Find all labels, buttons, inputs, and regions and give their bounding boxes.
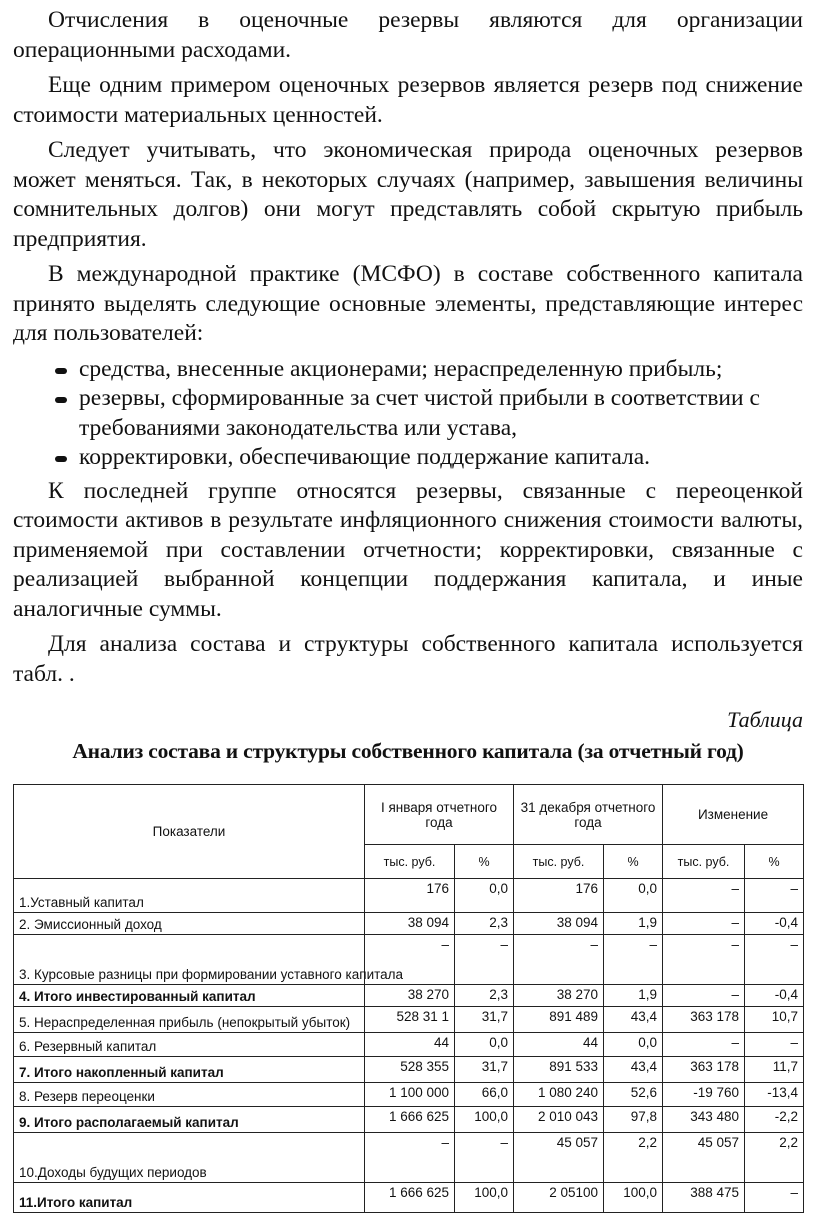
row-value: 38 094 xyxy=(514,913,604,935)
row-value: – xyxy=(365,935,455,985)
row-value: 43,4 xyxy=(604,1007,663,1033)
table-row xyxy=(14,935,804,985)
bullet-icon xyxy=(55,368,67,374)
row-value: 100,0 xyxy=(455,1107,514,1133)
row-value: 100,0 xyxy=(455,1183,514,1213)
row-label: 1.Уставный капитал xyxy=(14,879,365,913)
table-caption: Таблица xyxy=(727,707,803,732)
bullet-icon xyxy=(55,397,67,403)
row-value: 45 057 xyxy=(663,1133,745,1183)
row-value: 100,0 xyxy=(604,1183,663,1213)
row-value: – xyxy=(745,935,804,985)
row-value: 97,8 xyxy=(604,1107,663,1133)
row-value: -2,2 xyxy=(745,1107,804,1133)
bullet-text: резервы, сформированные за счет чистой прибыли в соответствии с требованиями законодательства или устава, xyxy=(79,385,760,441)
header-unit: тыс. руб. xyxy=(365,845,455,879)
table-row xyxy=(14,879,804,913)
row-value: 528 355 xyxy=(365,1057,455,1083)
table-body xyxy=(14,879,804,1213)
row-value: 1 080 240 xyxy=(514,1083,604,1107)
row-value: 10,7 xyxy=(745,1007,804,1033)
row-value: 0,0 xyxy=(455,1033,514,1057)
row-value: – xyxy=(365,1133,455,1183)
row-value: – xyxy=(663,1033,745,1057)
header-indicators: Показатели xyxy=(14,785,365,879)
row-value: – xyxy=(455,935,514,985)
header-pct: % xyxy=(455,845,514,879)
header-unit: тыс. руб. xyxy=(514,845,604,879)
row-value: 1 666 625 xyxy=(365,1107,455,1133)
row-value: -19 760 xyxy=(663,1083,745,1107)
row-label: 3. Курсовые разницы при формировании уставного капитала xyxy=(14,935,365,985)
row-value: – xyxy=(604,935,663,985)
row-value: 343 480 xyxy=(663,1107,745,1133)
bullet-item xyxy=(13,384,803,443)
header-change: Изменение xyxy=(663,785,804,845)
row-value: 388 475 xyxy=(663,1183,745,1213)
table-row xyxy=(14,913,804,935)
row-value: 52,6 xyxy=(604,1083,663,1107)
bullet-icon xyxy=(55,456,67,462)
row-value: 2,3 xyxy=(455,913,514,935)
row-value: 45 057 xyxy=(514,1133,604,1183)
row-value: – xyxy=(663,913,745,935)
row-value: 66,0 xyxy=(455,1083,514,1107)
row-value: -0,4 xyxy=(745,985,804,1007)
table-row xyxy=(14,1107,804,1133)
bullet-text: корректировки, обеспечивающие поддержание капитала. xyxy=(79,444,651,470)
bullet-list xyxy=(13,355,803,473)
paragraph: В международной практике (МСФО) в составе собственного капитала принято выделять следующие основные элементы, представляющие интерес для пользователей: xyxy=(13,261,803,346)
row-value: 0,0 xyxy=(604,879,663,913)
row-value: -13,4 xyxy=(745,1083,804,1107)
paragraph: Отчисления в оценочные резервы являются для организации операционными расходами. xyxy=(13,7,803,63)
table-row xyxy=(14,1183,804,1213)
row-value: 38 094 xyxy=(365,913,455,935)
bullet-item xyxy=(13,443,803,473)
row-value: – xyxy=(663,985,745,1007)
row-value: 1,9 xyxy=(604,985,663,1007)
document-page xyxy=(13,6,803,1213)
row-value: – xyxy=(455,1133,514,1183)
row-value: – xyxy=(745,1033,804,1057)
row-value: 2,3 xyxy=(455,985,514,1007)
row-value: 44 xyxy=(514,1033,604,1057)
row-value: 1,9 xyxy=(604,913,663,935)
row-value: 891 533 xyxy=(514,1057,604,1083)
paragraph: К последней группе относятся резервы, связанные с переоценкой стоимости активов в результате инфляционного снижения стоимости валюты, применяемой при составлении отчетности; корректировки, связанные с реализацией выбранной концепции поддержания капитала, и иные аналогичные суммы. xyxy=(13,477,803,622)
row-value: 363 178 xyxy=(663,1007,745,1033)
table-row xyxy=(14,985,804,1007)
row-value: 176 xyxy=(514,879,604,913)
row-value: 891 489 xyxy=(514,1007,604,1033)
paragraph: Для анализа состава и структуры собственного капитала используется табл. . xyxy=(13,631,803,687)
row-label: 2. Эмиссионный доход xyxy=(14,913,365,935)
row-value: 176 xyxy=(365,879,455,913)
bullet-text: средства, внесенные акционерами; нераспределенную прибыль; xyxy=(79,355,723,382)
header-pct: % xyxy=(745,845,804,879)
row-value: – xyxy=(663,879,745,913)
header-dec: 31 декабря отчетного года xyxy=(514,785,663,845)
table-row xyxy=(14,1007,804,1033)
header-unit: тыс. руб. xyxy=(663,845,745,879)
row-value: 11,7 xyxy=(745,1057,804,1083)
row-value: 31,7 xyxy=(455,1057,514,1083)
row-label: 8. Резерв переоценки xyxy=(14,1083,365,1107)
row-value: – xyxy=(745,879,804,913)
row-label: 10.Доходы будущих периодов xyxy=(14,1133,365,1183)
paragraph: Еще одним примером оценочных резервов является резерв под снижение стоимости материальных ценностей. xyxy=(13,72,803,128)
row-value: 31,7 xyxy=(455,1007,514,1033)
row-value: 2 010 043 xyxy=(514,1107,604,1133)
table-title: Анализ состава и структуры собственного капитала (за отчетный год) xyxy=(72,739,744,763)
equity-table xyxy=(13,784,804,1213)
row-value: – xyxy=(514,935,604,985)
row-value: 528 31 1 xyxy=(365,1007,455,1033)
row-value: 0,0 xyxy=(455,879,514,913)
row-value: – xyxy=(745,1183,804,1213)
row-value: 43,4 xyxy=(604,1057,663,1083)
row-value: – xyxy=(663,935,745,985)
table-row xyxy=(14,1057,804,1083)
row-label: 7. Итого накопленный капитал xyxy=(14,1057,365,1083)
row-value: 363 178 xyxy=(663,1057,745,1083)
row-label: 6. Резервный капитал xyxy=(14,1033,365,1057)
row-value: 44 xyxy=(365,1033,455,1057)
row-value: 1 666 625 xyxy=(365,1183,455,1213)
row-value: 0,0 xyxy=(604,1033,663,1057)
table-row xyxy=(14,1083,804,1107)
header-jan: I января отчетного года xyxy=(365,785,514,845)
row-value: 2,2 xyxy=(604,1133,663,1183)
row-value: 1 100 000 xyxy=(365,1083,455,1107)
row-label: 11.Итого капитал xyxy=(14,1183,365,1213)
row-label: 4. Итого инвестированный капитал xyxy=(14,985,365,1007)
row-value: 2 05100 xyxy=(514,1183,604,1213)
row-value: 38 270 xyxy=(514,985,604,1007)
row-label: 5. Нераспределенная прибыль (непокрытый убыток) xyxy=(14,1007,365,1033)
table-row xyxy=(14,1033,804,1057)
header-pct: % xyxy=(604,845,663,879)
row-value: -0,4 xyxy=(745,913,804,935)
row-label: 9. Итого располагаемый капитал xyxy=(14,1107,365,1133)
row-value: 38 270 xyxy=(365,985,455,1007)
paragraph: Следует учитывать, что экономическая природа оценочных резервов может меняться. Так, в некоторых случаях (например, завышения величины сомнительных долгов) они могут представлять собой скрытую прибыль предприятия. xyxy=(13,137,803,252)
table-row xyxy=(14,1133,804,1183)
bullet-item xyxy=(13,355,803,385)
row-value: 2,2 xyxy=(745,1133,804,1183)
